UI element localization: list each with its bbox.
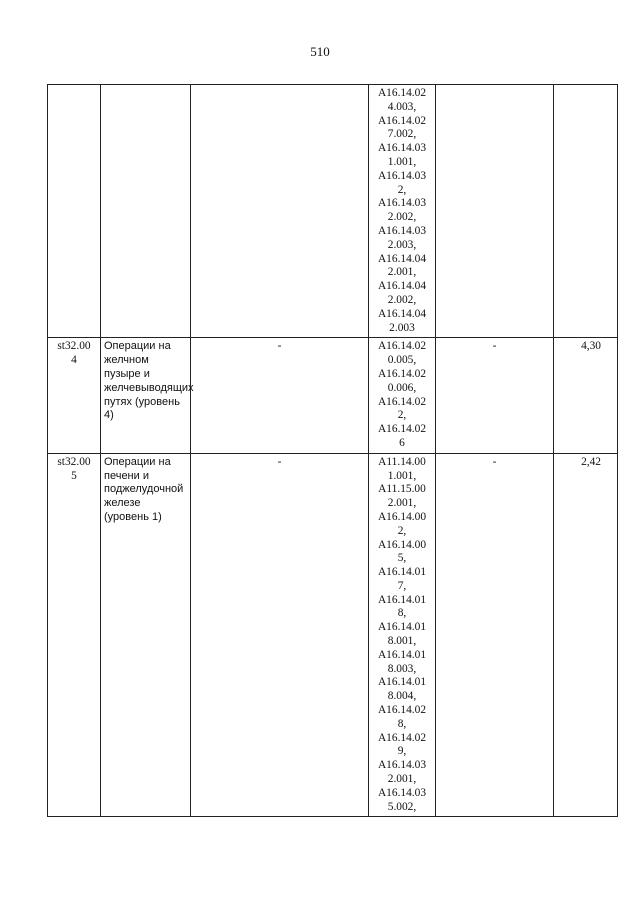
operation-code-line: 4.003,: [387, 100, 417, 113]
table-row: [48, 85, 618, 338]
row-col3: -: [191, 453, 369, 817]
operation-code-line: A16.14.01: [377, 648, 427, 661]
row-col5: [436, 85, 554, 338]
operation-code-line: 7.002,: [387, 128, 417, 141]
row-code: [48, 453, 101, 817]
row-code: [48, 338, 101, 453]
operation-code-line: A16.14.02: [377, 87, 427, 99]
operation-code-line: 8,: [397, 717, 407, 730]
operation-code-line: A16.14.03: [377, 786, 427, 799]
operation-code-line: 2.003,: [387, 238, 417, 251]
operation-code-line: 5,: [397, 552, 407, 565]
row-coefficient: 4,30: [554, 338, 618, 453]
operation-codes: [369, 338, 436, 453]
operation-code-line: A16.14.01: [377, 676, 427, 689]
operation-code-line: 8,: [397, 607, 407, 620]
operation-code-line: 8.003,: [387, 662, 417, 675]
row-code-part1: st32.00: [57, 455, 91, 468]
operation-code-line: A16.14.02: [377, 340, 427, 353]
tariff-table: [47, 84, 618, 817]
operation-code-line: 2.003: [389, 321, 415, 334]
operation-code-line: A16.14.03: [377, 142, 427, 155]
operation-code-line: 1.001,: [387, 155, 417, 168]
row-code: [48, 85, 101, 338]
operation-code-line: 2.001,: [387, 266, 417, 279]
operation-code-line: 5.002,: [387, 800, 417, 813]
operation-code-line: 2.002,: [387, 211, 417, 224]
operation-code-line: A16.14.03: [377, 759, 427, 772]
operation-code-line: A16.14.03: [377, 224, 427, 237]
row-col5: -: [436, 453, 554, 817]
row-col3: -: [191, 338, 369, 453]
row-col3: [191, 85, 369, 338]
operation-code-line: 8.001,: [387, 635, 417, 648]
row-name: [101, 85, 191, 338]
table-row: [48, 453, 618, 817]
operation-codes: [369, 453, 436, 817]
operation-code-line: A16.14.02: [377, 731, 427, 744]
operation-code-line: A16.14.02: [377, 395, 427, 408]
operation-code-line: A16.14.02: [377, 704, 427, 717]
operation-code-line: 0.005,: [387, 354, 417, 367]
operation-code-line: A11.15.00: [378, 483, 426, 496]
operation-code-line: 1.001,: [387, 469, 417, 482]
operation-code-line: A16.14.04: [377, 280, 427, 293]
table-row: [48, 338, 618, 453]
row-code-part1: st32.00: [57, 340, 91, 353]
operation-code-line: A16.14.04: [377, 252, 427, 265]
operation-codes: [369, 85, 436, 338]
row-coefficient: 2,42: [554, 453, 618, 817]
operation-code-line: 2,: [397, 409, 407, 422]
row-coefficient: [554, 85, 618, 338]
row-col5: -: [436, 338, 554, 453]
row-code-part2: 4: [71, 354, 77, 367]
operation-code-line: A11.14.00: [378, 455, 426, 468]
operation-code-line: 2,: [397, 524, 407, 537]
operation-code-line: A16.14.02: [377, 423, 427, 436]
operation-code-line: 2.001,: [387, 497, 417, 510]
operation-code-line: 2.001,: [387, 773, 417, 786]
operation-code-line: 9,: [397, 745, 407, 758]
operation-code-line: 0.006,: [387, 381, 417, 394]
operation-code-line: 6: [399, 436, 405, 449]
operation-code-line: A16.14.01: [377, 621, 427, 634]
operation-code-line: 2,: [397, 183, 407, 196]
operation-code-line: A16.14.02: [377, 114, 427, 127]
operation-code-line: 7,: [397, 579, 407, 592]
row-name: Операции на желчном пузыре и желчевыводящих путях (уровень 4): [101, 338, 191, 453]
operation-code-line: A16.14.00: [377, 510, 427, 523]
operation-code-line: A16.14.00: [377, 538, 427, 551]
operation-code-line: A16.14.03: [377, 197, 427, 210]
operation-code-line: A16.14.03: [377, 169, 427, 182]
operation-code-line: A16.14.01: [377, 593, 427, 606]
operation-code-line: A16.14.02: [377, 367, 427, 380]
row-name: Операции на печени и поджелудочной железе (уровень 1): [101, 453, 191, 817]
operation-code-line: 2.002,: [387, 293, 417, 306]
operation-code-line: A16.14.04: [377, 307, 427, 320]
operation-code-line: 8.004,: [387, 690, 417, 703]
operation-code-line: A16.14.01: [377, 566, 427, 579]
page-number: 510: [310, 44, 330, 59]
row-code-part2: 5: [71, 469, 77, 482]
